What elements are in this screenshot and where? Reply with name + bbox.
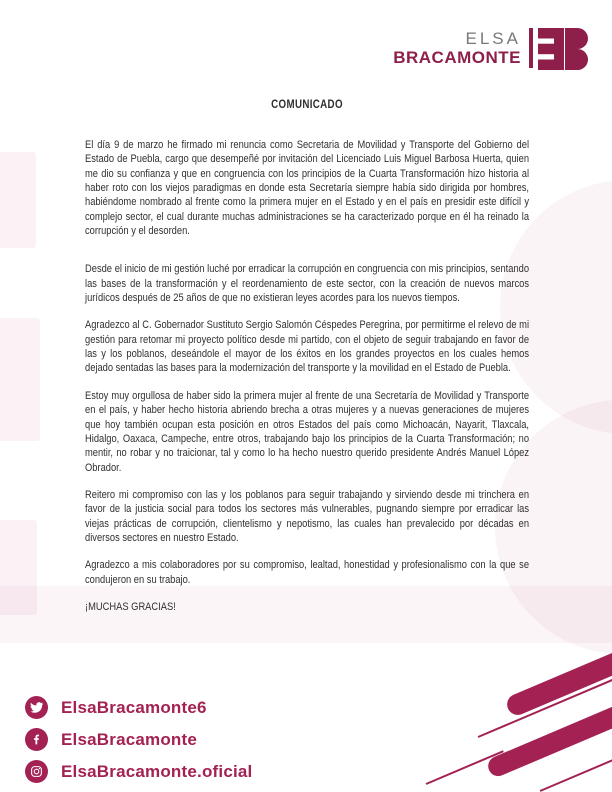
paragraph-5: Reitero mi compromiso con las y los poblanos para seguir trabajando y sirviendo desde mi trinchera en favor de la justicia social para todos los sectores más vulnerables, pugnando siempre por erradicar las viejas prácticas de corrupción, clientelismo y nepotismo, las cuales han prevalecido por décadas en diversos sectores en nuestro Estado. (85, 488, 530, 544)
instagram-handle[interactable]: ElsaBracamonte.oficial (61, 761, 253, 781)
social-row-twitter[interactable] (25, 696, 252, 719)
paragraph-3: Agradezco al C. Gobernador Sustituto Sergio Salomón Céspedes Peregrina, por permitirme el relevo de mi gestión para retomar mi proyecto político desde mi partido, con el objeto de seguir trabajando en favor de las y los poblanos, deseándole el mayor de los éxitos en los grandes proyectos en los cuales hemos dejado sentadas las bases para la modernización del transporte y la movilidad en el Estado de Puebla. (85, 319, 530, 375)
watermark-bar (0, 520, 37, 615)
social-row-facebook[interactable] (25, 728, 252, 751)
stripe (485, 698, 612, 779)
facebook-handle[interactable]: ElsaBracamonte (61, 729, 198, 749)
paragraph-6: Agradezco a mis colaboradores por su compromiso, lealtad, honestidad y profesionalismo con la que se condujeron en su trabajo. (85, 559, 530, 586)
brand-last-name: BRACAMONTE (393, 48, 521, 67)
diagonal-stripes-decoration (390, 640, 612, 792)
brand-header (393, 27, 590, 75)
watermark-bar (0, 318, 40, 441)
logo-divider (529, 28, 533, 68)
closing-line: ¡MUCHAS GRACIAS! (85, 600, 176, 613)
paragraph-2: Desde el inicio de mi gestión luché por erradicar la corrupción en congruencia con mis principios, sentando las bases de la transformación y el reordenamiento de este sector, con la creación de nuevos marcos jurídicos después de 25 años de que no existieran leyes acordes para los nuevos tiempos. (85, 263, 530, 305)
watermark-bar (0, 152, 36, 248)
stripe (478, 646, 612, 737)
brand-first-name: ELSA (465, 29, 521, 48)
social-row-instagram[interactable] (25, 760, 252, 783)
document-title: COMUNICADO (271, 99, 343, 111)
twitter-icon (25, 696, 48, 719)
facebook-icon (25, 728, 48, 751)
paragraph-4: Estoy muy orgullosa de haber sido la primera mujer al frente de una Secretaría de Movilidad y Transporte en el país, y haber hecho historia abriendo brecha a otras mujeres y a nuevas generaciones de mujeres que hoy también ocupan esta posición en otros Estados del país como Michoacán, Nayarit, Tlaxcala, Hidalgo, Oaxaca, Campeche, entre otros, trabajando bajo los principios de la Cuarta Transformación; no mentir, no robar y no traicionar, tal y como lo ha hecho nuestro querido presidente Andrés Manuel López Obrador. (85, 389, 530, 474)
brand-name (393, 30, 521, 67)
paragraph-1: El día 9 de marzo he firmado mi renuncia como Secretaria de Movilidad y Transporte del Gobierno del Estado de Puebla, cargo que desempeñé por invitación del Licenciado Luis Miguel Barbosa Huerta, quien me dio su confianza y que en congruencia con los principios de la Cuarta Transformación hizo historia al haber roto con los viejos paradigmas en donde esta Secretaría siempre había sido dirigida por hombres, habiéndome nombrado al frente como la primera mujer en el Estado y en el país en presidir este difícil y complejo sector, el cual durante muchas administraciones se ha caracterizado porque en él ha reinado la corrupción y el desorden. (85, 139, 530, 238)
stripe (540, 739, 612, 791)
stripe (426, 750, 504, 784)
stripe (504, 640, 612, 718)
instagram-icon (25, 760, 48, 783)
document-body (85, 99, 529, 614)
twitter-handle[interactable]: ElsaBracamonte6 (61, 697, 207, 717)
eb-monogram-icon (538, 28, 590, 75)
social-links (25, 696, 252, 792)
